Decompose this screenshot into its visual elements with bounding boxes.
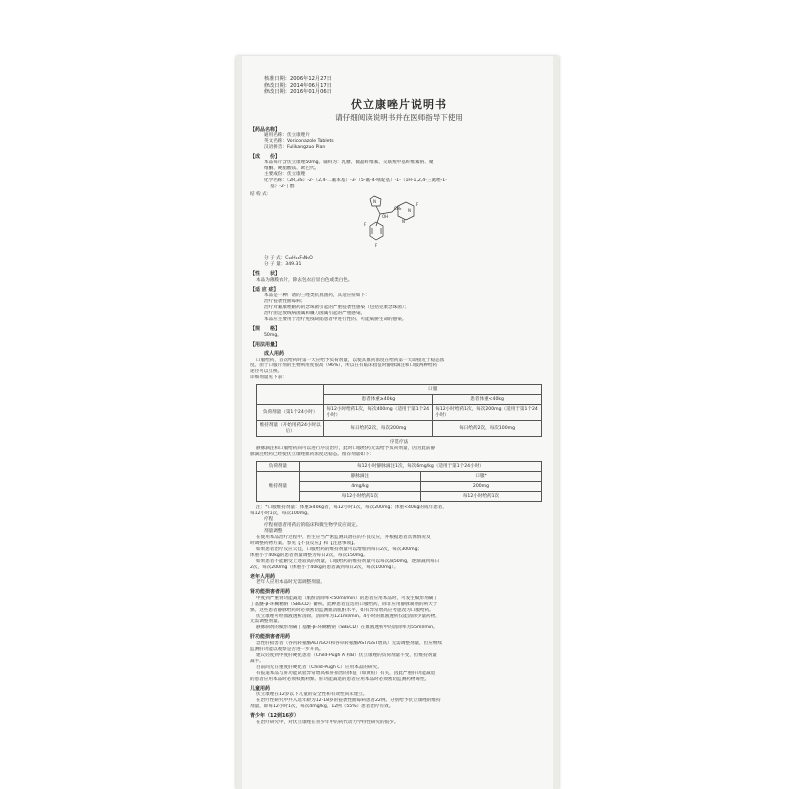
dosage-header: 【用法用量】	[250, 341, 281, 348]
indication-line: 本品是一种广谱的三唑类抗真菌药，其适应症如下：	[264, 293, 370, 299]
composition-header: 【成 份】	[250, 153, 281, 160]
elderly-text: 老年人应用本品时无需调整剂量。	[256, 580, 325, 586]
sequential-therapy-title: 序贯疗法	[389, 440, 409, 446]
specification-header: 【规 格】	[250, 326, 281, 333]
molecular-formula: 分 子 式：C₁₆H₁₄F₃N₅O	[264, 256, 313, 262]
elderly-title: 老年人用药	[250, 573, 276, 580]
dose-adjust-line: 在使用本品治疗过程中，医生应当严密监测其潜在的不良反应，并根据患者具体情况及	[256, 534, 431, 540]
sequential-paragraph-line: 静脉滴注和口服给药尚可以进行序贯治疗，此时口服给药无需给予负荷剂量，因为此前静	[256, 446, 436, 452]
composition-text-2: 维酮、硬脂酸镁、欧巴代。	[264, 166, 320, 172]
child-line: 在治疗性研究中共入选年龄为12-18岁的侵袭性曲霉病患者22例。分别给予伏立康唑的维持	[256, 698, 441, 704]
renal-title: 肾功能损害者用药	[250, 589, 291, 596]
loading-dose-label: 负荷剂量（第1个24小时）	[256, 405, 324, 421]
oral-header-cell: 口服	[324, 385, 542, 395]
dosage-paragraph-line: 度。由于口服片剂的生物利用度很高（96%），所以在有临床指征时静脉滴注和口服两种给药	[250, 363, 438, 369]
document-title: 伏立康唑片说明书	[351, 97, 447, 111]
svg-text:F: F	[375, 243, 378, 249]
renal-line: 无需调整剂量。	[250, 619, 283, 625]
oral-dosage-table	[256, 384, 542, 437]
renal-line: 中度到严重肾功能减退（肌酐清除率<50ml/min）的患者应用本品时，可发生赋形剂磺丁	[256, 595, 438, 601]
dosage-paragraph-line: 途径可以互换。	[250, 369, 283, 375]
hepatic-line: 减半。	[250, 658, 264, 664]
renal-line: 弊。这些患者静脉给药时必须密切监测血清肌酐水平，如有异常增高应考虑改为口服给药。	[250, 607, 434, 613]
svg-text:CH₃: CH₃	[394, 206, 402, 212]
hepatic-line: 有报道本品与肝功能试验异常增高和肝损害的体征（如黄疸）有关，因此严重肝功能减退	[256, 670, 436, 676]
chemical-name-2: 基）-2-丁醇	[270, 184, 295, 190]
dose-adjust-line: 如果患者治疗反应欠佳，口服给药的维持剂量可以增加到每日2次，每次300mg；	[256, 546, 423, 552]
svg-text:F: F	[364, 222, 367, 228]
chemical-name-1: 化学名称：（2R,3S）-2-（2,4-二氟苯基）-3-（5-氟-4-嘧啶基）-1-（1H-1,2,4-三氮唑-1-	[264, 178, 447, 184]
child-line: 伏立康唑在12岁以下儿童的安全性和有效性尚未建立。	[256, 692, 368, 698]
leaflet-content	[250, 76, 548, 726]
oral-header-cell: 口服*	[420, 472, 541, 482]
dose-adjust-line: 如果患者不能耐受上述较高的剂量，口服给药的维持剂量可以每次减50mg，逐渐减到每日	[256, 558, 440, 564]
course-title: 疗程	[264, 516, 274, 522]
drug-name-header: 【药品名称】	[250, 126, 281, 133]
structural-formula-block	[250, 192, 548, 256]
renal-line: 伏立康唑可经血液透析清除，清除率为121ml/min。4小时的血液透析仅能清除少量药物，	[256, 613, 440, 619]
revision-dates	[264, 76, 548, 96]
indication-line: 本品应主要用于治疗免疫缺陷患者中进行性的、可能威胁生命的感染。	[264, 317, 407, 323]
svg-text:OH: OH	[382, 214, 389, 220]
dose-adjust-line: 体重小于40kg的患者剂量调整为每日2次，每次150mg。	[250, 552, 368, 558]
iv-header-cell: 静脉滴注	[299, 472, 420, 482]
teen-title: 青少年（12到16岁）	[250, 713, 299, 720]
child-title: 儿童用药	[250, 685, 271, 692]
weight-ge-40-header: 患者体重≥40kg	[324, 395, 433, 405]
iv-frequency-cell: 每12小时给药1次	[299, 492, 420, 502]
structural-formula-image	[346, 192, 436, 256]
svg-text:N: N	[373, 199, 376, 205]
dose-adjust-line: 2次，每次200mg（体重小于40kg的患者减到每日2次，每次100mg）。	[250, 564, 399, 570]
hepatic-line: 目前尚无在重度肝硬化者（Child-Pugh C）应用本品的研究。	[256, 664, 382, 670]
table-note-line: 注：*口服维持剂量：体重≥40kg者，每12小时1次，每次200mg；体重<40kg的成年患者，	[256, 504, 447, 510]
revised-date-1: 修改日期：2014年06月17日	[264, 82, 332, 89]
molecular-weight: 分 子 量：349.31	[264, 262, 302, 268]
oral-dose-cell: 200mg	[420, 482, 541, 492]
dose-adjust-title: 剂量调整	[264, 528, 283, 534]
revised-date-2: 修改日期：2016年01月06日	[264, 89, 332, 95]
maintenance-dose-label: 维持剂量	[256, 472, 299, 502]
composition-text-1: 本品每片含伏立康唑50mg。辅料为：乳糖、微晶纤维素、交联羧甲基纤维素钠、聚	[264, 160, 434, 166]
leaflet-sheet	[236, 56, 559, 789]
properties-header: 【性 状】	[250, 271, 281, 278]
table-corner-cell	[256, 385, 324, 405]
specification-text: 50mg。	[264, 332, 282, 338]
teen-text: 在治疗研究中，对伏立康唑在青少年中的药代动力学特性研究的很少。	[256, 719, 399, 725]
course-text: 疗程视患者用药后的临床和微生物学反应而定。	[264, 522, 361, 528]
dosage-paragraph-line: 详细剂量见下表：	[250, 375, 287, 381]
document-subtitle: 请仔细阅读说明书并在医师指导下使用	[335, 112, 463, 122]
hepatic-title: 肝功能损害者用药	[250, 634, 291, 641]
child-line: 剂量，即每12小时1次，每次4mg/kg，12例（55%）患者治疗有效。	[250, 704, 394, 710]
svg-text:N: N	[408, 208, 411, 214]
loading-dose-ge-40: 每12小时给药1次，每次400mg（适用于第1个24小时）	[324, 405, 433, 421]
loading-dose-value: 每12小时静脉滴注1次，每次6mg/kg（适用于第1个24小时）	[299, 462, 541, 472]
maintenance-dose-ge-40: 每日给药2次，每次200mg	[324, 421, 433, 437]
adult-use-title: 成人用药	[264, 351, 285, 358]
indication-line: 治疗侵袭性曲霉病；	[264, 299, 306, 305]
renal-line: 静脉制剂的赋形剂磺丁基醚-β-环糊精钠（SBECD）在血液透析中的清除率为55ml/min。	[256, 625, 438, 631]
english-name: 英文名称：Voriconazole Tablets	[264, 139, 334, 145]
table-note-line: 每12小时1次，每次100mg。	[250, 510, 312, 516]
hepatic-line: 监测肝功能以观察是否进一步升高。	[250, 646, 324, 652]
maintenance-dose-label: 维持剂量（开始用药24小时以后）	[256, 421, 324, 437]
structure-label: 结 构 式：	[250, 192, 272, 198]
sequential-paragraph-line: 脉滴注给药已经使伏立康唑血药浓度达稳态。推荐剂量如下：	[250, 452, 375, 458]
sequential-dosage-table	[256, 461, 542, 502]
indications-header: 【适 应 症】	[250, 286, 279, 293]
hepatic-line: 急性肝损害者（谷丙转氨酶ALT/GOT和谷草转氨酶AST/GST增高）无需调整剂量，但应继续	[256, 640, 443, 646]
maintenance-dose-lt-40: 每日给药2次，每次100mg	[433, 421, 542, 437]
weight-lt-40-header: 患者体重<40kg	[433, 395, 542, 405]
approved-date: 核准日期：2006年12月27日	[264, 76, 332, 82]
hepatic-line: 建议轻度到中度肝硬化患者（Child-Pugh A 和B）伏立康唑的负荷剂量不变，但维持剂量	[256, 652, 437, 658]
loading-dose-lt-40: 每12小时给药1次，每次200mg（适用于第1个24小时）	[433, 405, 542, 421]
indication-line: 治疗由足放线病菌属和镰刀菌属引起的严重感染。	[264, 311, 366, 317]
iv-dose-cell: 4mg/kg	[299, 482, 420, 492]
loading-dose-label: 负荷剂量	[256, 462, 299, 472]
generic-name: 通用名称：伏立康唑片	[264, 133, 310, 139]
hepatic-line: 的患者应用本品时必须权衡利弊。肝功能减退的患者应用本品时必须密切监测药物毒性。	[250, 676, 430, 682]
svg-text:N: N	[402, 219, 405, 225]
indication-line: 治疗对氟康唑耐药的念珠菌引起的严重侵袭性感染（包括克柔念珠菌）；	[264, 305, 409, 311]
properties-text: 本品为薄膜衣片，除去包衣后显白色或类白色。	[256, 277, 353, 283]
renal-line: 丁基醚-β-环糊精钠（SBECD）蓄积。此种患者宜选用口服给药，除非应用静脉制剂的利大于	[250, 601, 438, 607]
main-ingredient: 主要成份：伏立康唑	[264, 172, 306, 178]
svg-text:F: F	[416, 202, 419, 208]
dosage-paragraph-line: 口服给药，首次给药时第一天应给予负荷剂量，以使其血药浓度在给药第一天即接近于稳态浓	[256, 357, 445, 363]
pinyin-name: 汉语拼音：Fulikangzuo Pian	[264, 144, 326, 150]
dose-adjust-line: 时调整药物方案。参见【不良反应】和【注意事项】。	[250, 540, 358, 546]
oral-frequency-cell: 每12小时给药1次	[420, 492, 541, 502]
